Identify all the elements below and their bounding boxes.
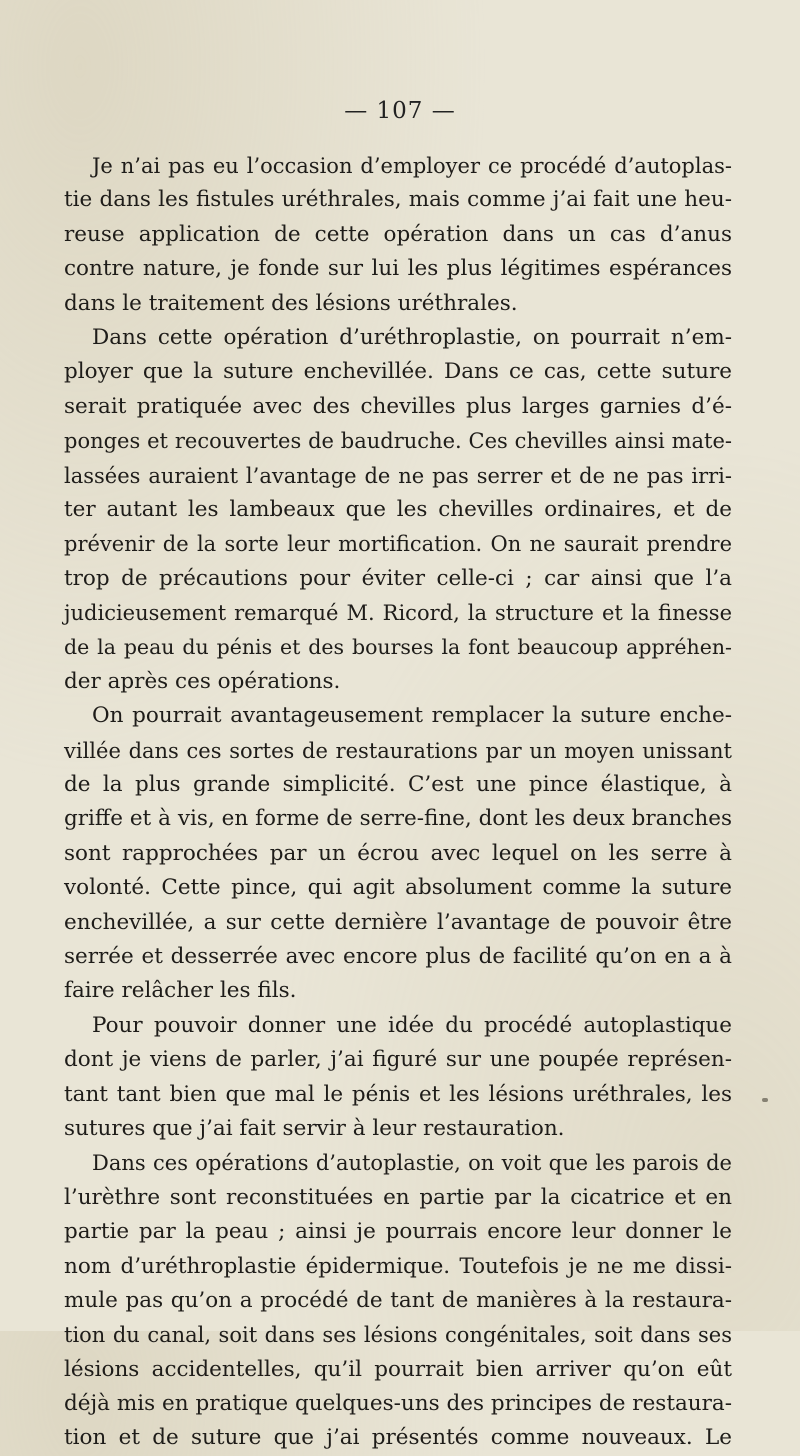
text-line: Dans ces opérations d’autoplastie, on voit que les parois de	[92, 1151, 732, 1176]
text-line: tion et de suture que j’ai présentés comme nouveaux. Le	[64, 1425, 732, 1451]
text-line: prévenir de la sorte leur mortification. On ne saurait prendre	[64, 532, 732, 557]
text-line: ponges et recouvertes de baudruche. Ces chevilles ainsi mate-	[64, 429, 732, 454]
text-line: griffe et à vis, en forme de serre-fine, dont les deux branches	[64, 806, 732, 832]
text-line: trop de précautions pour éviter celle-ci ; car ainsi que l’a	[64, 565, 732, 591]
text-line: Dans cette opération d’uréthroplastie, on pourrait n’em-	[92, 324, 732, 350]
text-line: sutures que j’ai fait servir à leur restauration.	[64, 1115, 565, 1141]
text-line: volonté. Cette pince, qui agit absolument comme la suture	[64, 875, 732, 901]
text-line: partie par la peau ; ainsi je pourrais encore leur donner le	[64, 1219, 732, 1245]
text-line: Pour pouvoir donner une idée du procédé autoplastique	[92, 1012, 732, 1038]
text-line: tion du canal, soit dans ses lésions congénitales, soit dans ses	[64, 1323, 732, 1348]
text-line: ployer que la suture enchevillée. Dans ce cas, cette suture	[64, 359, 732, 385]
body-text	[64, 149, 732, 1456]
text-line: On pourrait avantageusement remplacer la suture enche-	[92, 703, 732, 729]
text-line: serrée et desserrée avec encore plus de facilité qu’on en a à	[64, 943, 732, 969]
text-line: contre nature, je fonde sur lui les plus légitimes espérances	[64, 256, 732, 282]
text-line: enchevillée, a sur cette dernière l’avantage de pouvoir être	[64, 909, 732, 935]
page-number: — 107 —	[344, 98, 456, 124]
text-line: nom d’uréthroplastie épidermique. Toutefois je ne me dissi-	[64, 1253, 732, 1279]
text-line: dont je viens de parler, j’ai figuré sur une poupée représen-	[64, 1047, 732, 1073]
text-line: sont rapprochées par un écrou avec lequel on les serre à	[64, 840, 732, 866]
text-line: de la peau du pénis et des bourses la font beaucoup appréhen-	[64, 635, 732, 660]
text-line: reuse application de cette opération dans un cas d’anus	[64, 221, 732, 247]
text-line: der après ces opérations.	[64, 668, 341, 694]
text-line: ter autant les lambeaux que les chevilles ordinaires, et de	[64, 496, 732, 522]
text-line: serait pratiquée avec des chevilles plus larges garnies d’é-	[64, 393, 732, 419]
text-line: faire relâcher les fils.	[64, 978, 297, 1004]
text-line: dans le traitement des lésions uréthrales.	[64, 290, 518, 316]
text-line: tie dans les fistules uréthrales, mais comme j’ai fait une heu-	[64, 187, 732, 213]
text-line: lésions accidentelles, qu’il pourrait bien arriver qu’on eût	[64, 1356, 732, 1382]
text-line: tant tant bien que mal le pénis et les lésions uréthrales, les	[64, 1081, 732, 1107]
text-line: mule pas qu’on a procédé de tant de manières à la restaura-	[64, 1287, 732, 1313]
text-line: lassées auraient l’avantage de ne pas serrer et de ne pas irri-	[64, 463, 732, 488]
text-line: déjà mis en pratique quelques-uns des principes de restaura-	[64, 1391, 732, 1417]
text-line: Je n’ai pas eu l’occasion d’employer ce procédé d’autoplas-	[92, 154, 732, 178]
text-line: villée dans ces sortes de restaurations par un moyen unissant	[64, 738, 732, 763]
text-line: de la plus grande simplicité. C’est une pince élastique, à	[64, 772, 732, 798]
paper-speck	[762, 1098, 768, 1102]
text-line: l’urèthre sont reconstituées en partie par la cicatrice et en	[64, 1184, 732, 1210]
text-line: judicieusement remarqué M. Ricord, la structure et la finesse	[64, 601, 732, 626]
